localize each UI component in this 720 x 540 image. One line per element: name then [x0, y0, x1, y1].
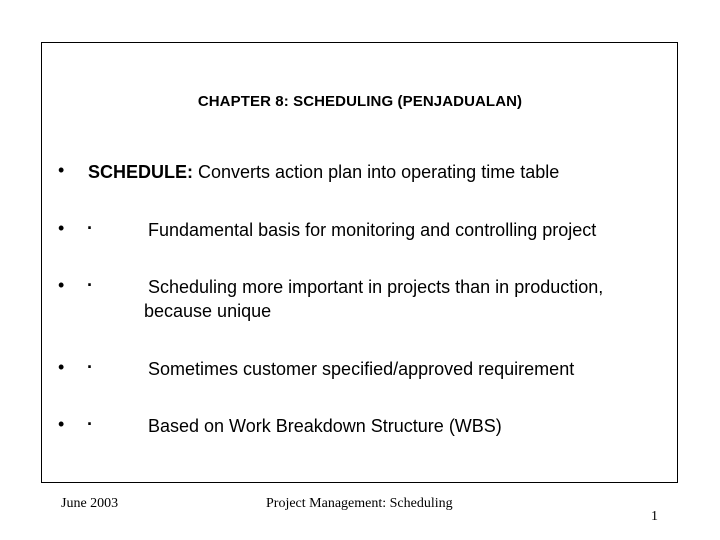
sub-bullet-marker: · — [87, 275, 93, 295]
bullet-marker: • — [58, 218, 65, 238]
bullet-lead: SCHEDULE: — [88, 162, 194, 182]
sub-bullet-marker: · — [87, 218, 93, 238]
bullet-marker: • — [58, 414, 65, 434]
bullet-text-continuation: because unique — [144, 301, 272, 321]
bullet-text: Sometimes customer specified/approved requirement — [148, 359, 575, 379]
sub-bullet-marker: · — [87, 357, 93, 377]
bullet-text: Based on Work Breakdown Structure (WBS) — [148, 416, 502, 436]
bullet-marker: • — [58, 275, 65, 295]
bullet-text: Fundamental basis for monitoring and controlling project — [148, 220, 597, 240]
bullet-text — [88, 160, 559, 184]
bullet-marker: • — [58, 357, 65, 377]
slide-title: CHAPTER 8: SCHEDULING (PENJADUALAN) — [197, 93, 523, 110]
footer-date: June 2003 — [61, 496, 119, 511]
bullet-body: Converts action plan into operating time table — [193, 162, 560, 182]
bullet-text: Scheduling more important in projects than in production, — [148, 277, 604, 297]
page-number: 1 — [651, 509, 658, 524]
sub-bullet-marker: · — [87, 414, 93, 434]
bullet-marker: • — [58, 160, 65, 180]
footer-title: Project Management: Scheduling — [266, 496, 453, 511]
